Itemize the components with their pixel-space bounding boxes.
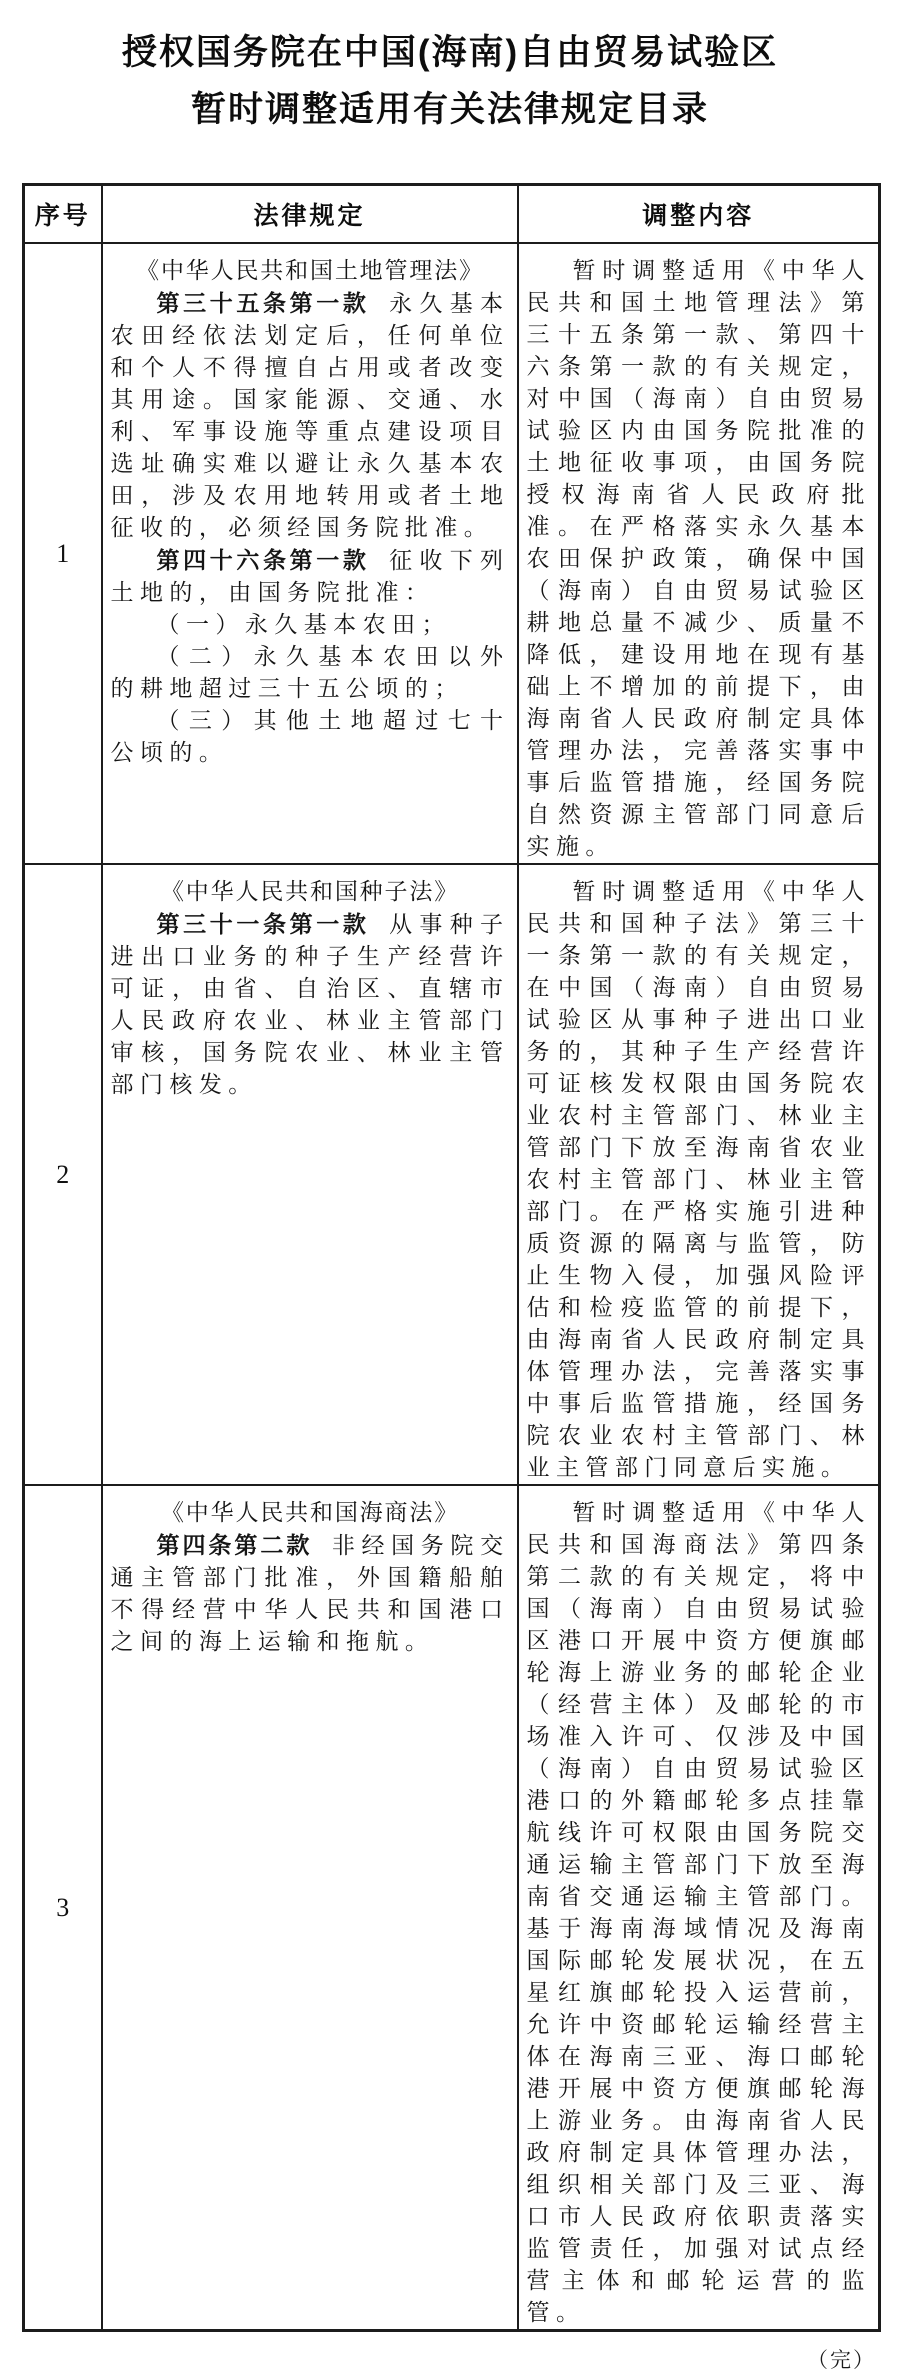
adjustment-text: 暂时调整适用《中华人民共和国土地管理法》第三十五条第一款、第四十六条第一款的有关规定，对中国（海南）自由贸易试验区内由国务院批准的土地征收事项，由国务院授权海南省人民政府批准。在严格落实永久基本农田保护政策，确保中国（海南）自由贸易试验区耕地总量不减少、质量不降低，建设用地在现有基础上不增加的前提下，由海南省人民政府制定具体管理办法，完善落实事中事后监管措施，经国务院自然资源主管部门同意后实施。 [526,258,871,859]
law-name: 《中华人民共和国土地管理法》 [136,258,484,283]
adjustment-cell [518,1485,880,2331]
table-row [24,864,880,1485]
clause-number: 第三十五条第一款 [156,290,370,316]
clause-number: 第四十六条第一款 [156,547,370,573]
table-header-row [24,185,880,244]
law-clause-paragraph [111,908,510,1101]
row-number-cell: 3 [24,1485,102,2331]
row-number-cell: 1 [24,243,102,864]
adjustment-cell [518,243,880,864]
law-provision-cell [102,243,518,864]
header-cell-adjustment: 调整内容 [518,185,880,244]
adjustment-text: 暂时调整适用《中华人民共和国海商法》第四条第二款的有关规定，将中国（海南）自由贸易试验区港口开展中资方便旗邮轮海上游业务的邮轮企业（经营主体）及邮轮的市场准入许可、仅涉及中国（海南）自由贸易试验区港口的外籍邮轮多点挂靠航线许可权限由国务院交通运输主管部门下放至海南省交通运输主管部门。基于海南海域情况及海南国际邮轮发展状况，在五星红旗邮轮投入运营前，允许中资邮轮运输经营主体在海南三亚、海口邮轮港开展中资方便旗邮轮海上游业务。由海南省人民政府制定具体管理办法，组织相关部门及三亚、海口市人民政府依职责落实监管责任，加强对试点经营主体和邮轮运营的监管。 [526,1500,871,2325]
page-title-line-1: 授权国务院在中国(海南)自由贸易试验区 [121,33,779,72]
law-name: 《中华人民共和国海商法》 [160,1500,460,1525]
clause-number: 第四条第二款 [156,1532,313,1558]
law-provision-cell [102,864,518,1485]
header-cell-seq: 序号 [24,185,102,244]
law-name: 《中华人民共和国种子法》 [160,879,460,904]
page-title-line-2: 暂时调整适用有关法律规定目录 [190,90,709,129]
law-provision-cell [102,1485,518,2331]
law-list-item: （三）其他土地超过七十公顷的。 [110,708,510,765]
clause-text: 征收下列土地的，由国务院批准： [110,548,510,605]
table-row [24,1485,880,2331]
law-clause-paragraph [111,544,510,609]
clause-text: 永久基本农田经依法划定后，任何单位和个人不得擅自占用或者改变其用途。国家能源、交通、水利、军事设施等重点建设项目选址确实难以避让永久基本农田，涉及农用地转用或者土地征收的，必须经国务院批准。 [110,291,510,540]
clause-text: 非经国务院交通主管部门批准，外国籍船舶不得经营中华人民共和国港口之间的海上运输和拖航。 [110,1533,510,1654]
adjustment-cell [518,864,880,1485]
page-title [0,0,900,138]
clause-number: 第三十一条第一款 [156,911,370,937]
law-list-item: （一）永久基本农田； [156,612,451,637]
header-cell-law: 法律规定 [102,185,518,244]
adjustment-text: 暂时调整适用《中华人民共和国种子法》第三十一条第一款的有关规定，在中国（海南）自由贸易试验区从事种子进出口业务的，其种子生产经营许可证核发权限由国务院农业农村主管部门、林业主管部门下放至海南省农业农村主管部门、林业主管部门。在严格实施引进种质资源的隔离与监管，防止生物入侵，加强风险评估和检疫监管的前提下，由海南省人民政府制定具体管理办法，完善落实事中事后监管措施，经国务院农业农村主管部门、林业主管部门同意后实施。 [526,879,871,1480]
end-note: （完） [807,2348,876,2372]
law-clause-paragraph [111,1529,510,1658]
law-list-item: （二）永久基本农田以外的耕地超过三十五公顷的； [110,644,510,701]
row-number-cell: 2 [24,864,102,1485]
law-clause-paragraph [111,287,510,544]
law-adjustment-table [22,183,881,2332]
table-row [24,243,880,864]
clause-text: 从事种子进出口业务的种子生产经营许可证，由省、自治区、直辖市人民政府农业、林业主管部门审核，国务院农业、林业主管部门核发。 [110,912,510,1097]
